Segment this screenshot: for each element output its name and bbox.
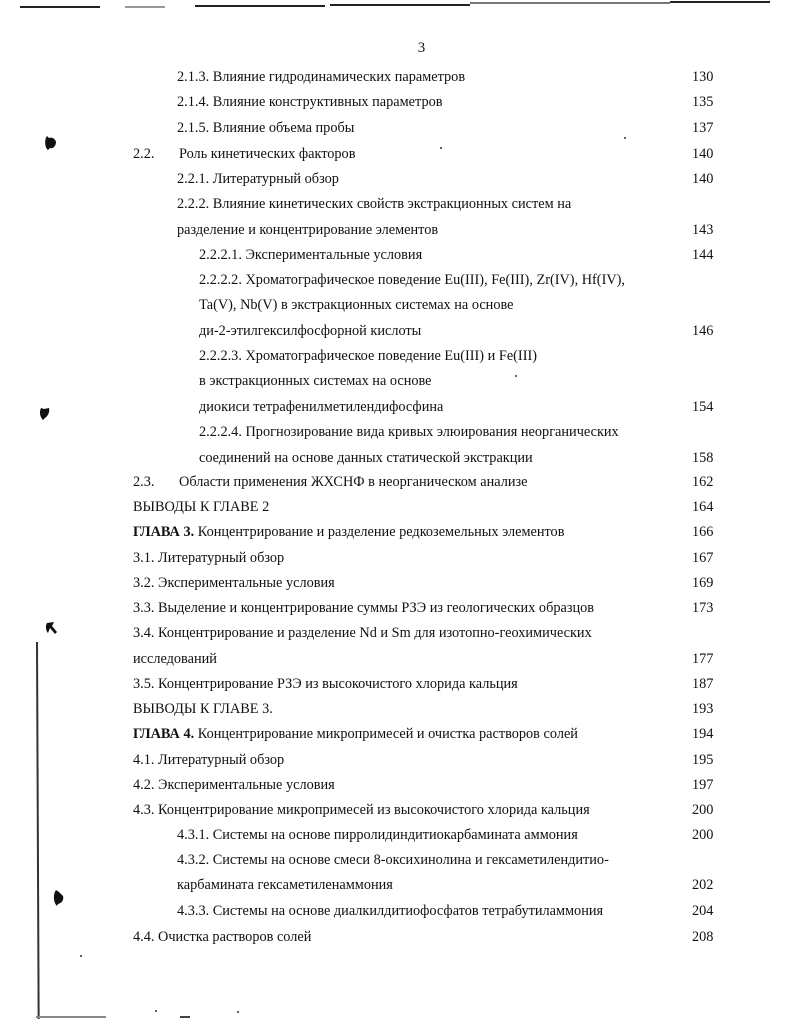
toc-entry-title: исследований [133,651,217,667]
toc-entry [199,370,432,392]
toc-entry [133,547,284,569]
margin-binding-mark [44,620,56,634]
toc-entry-title: 4.3.1. Системы на основе пирролидиндитиокарбамината аммония [177,827,578,843]
toc-entry [199,269,625,291]
toc-entry [133,622,592,644]
scan-speck [155,1010,157,1012]
toc-entry-title: Концентрирование и разделение редкоземельных элементов [194,524,565,540]
toc-entry-page: 200 [692,802,714,818]
toc-entry-page: 167 [692,550,714,566]
toc-entry [177,66,465,88]
toc-entry [133,698,273,720]
toc-entry-page: 146 [692,323,714,339]
toc-entry [177,849,609,871]
toc-entry-page: 140 [692,146,714,162]
toc-entry-page: 154 [692,399,714,415]
toc-entry [177,874,393,896]
toc-entry [133,471,528,493]
toc-entry-page: 143 [692,222,714,238]
toc-entry [133,723,578,745]
toc-entry [199,244,422,266]
toc-entry-page: 137 [692,120,714,136]
toc-entry-number: 2.2. [133,146,155,162]
toc-entry [133,673,518,695]
toc-entry-title: 2.2.2.2. Хроматографическое поведение Eu(III), Fe(III), Zr(IV), Hf(IV), [199,272,625,288]
toc-entry-page: 169 [692,575,714,591]
toc-entry-title: 3.3. Выделение и концентрирование суммы РЗЭ из геологических образцов [133,600,595,616]
toc-entry-title: 2.2.2. Влияние кинетических свойств экстракционных систем на [177,196,572,212]
toc-entry [199,447,533,469]
margin-binding-mark [44,134,56,148]
toc-entry-title: 4.3.2. Системы на основе смеси 8-оксихинолина и гексаметилендитио- [177,852,609,868]
scan-speck [440,147,442,149]
toc-entry [133,572,335,594]
margin-binding-mark [38,404,50,418]
toc-entry-page: 173 [692,600,714,616]
toc-entry-title: 2.2.2.3. Хроматографическое поведение Eu(III) и Fe(III) [199,348,537,364]
scan-speck [237,1011,239,1013]
scan-artifact-bottom-rule [36,1016,106,1018]
toc-entry [133,521,564,543]
scan-speck [80,955,82,957]
toc-entry-page: 135 [692,94,714,110]
toc-entry [177,168,339,190]
toc-entry-title: соединений на основе данных статической экстракции [199,450,533,466]
toc-entry [177,91,443,113]
toc-entry-title: ВЫВОДЫ К ГЛАВЕ 2 [133,499,270,515]
toc-entry-page: 166 [692,524,714,540]
toc-entry-title: 2.1.4. Влияние конструктивных параметров [177,94,443,110]
toc-entry-title: 2.2.2.4. Прогнозирование вида кривых элюирования неорганических [199,424,619,440]
toc-entry-page: 144 [692,247,714,263]
toc-entry [177,219,438,241]
toc-entry-title: Ta(V), Nb(V) в экстракционных системах на основе [199,297,514,313]
toc-entry-title: ди-2-этилгексилфосфорной кислоты [199,323,422,339]
scan-artifact-bottom-rule [180,1016,190,1018]
toc-entry-page: 200 [692,827,714,843]
toc-entry-title: 2.1.5. Влияние объема пробы [177,120,355,136]
toc-entry [133,496,269,518]
toc-entry-title: 2.1.3. Влияние гидродинамических параметров [177,69,466,85]
toc-entry [199,294,514,316]
toc-entry [199,345,537,367]
toc-entry-page: 193 [692,701,714,717]
toc-entry-title: 4.1. Литературный обзор [133,752,285,768]
toc-entry-page: 162 [692,474,714,490]
toc-entry [177,900,603,922]
toc-entry-title: 3.1. Литературный обзор [133,550,285,566]
toc-entry-title: 2.2.1. Литературный обзор [177,171,339,187]
toc-entry-page: 158 [692,450,714,466]
toc-entry-page: 140 [692,171,714,187]
scan-speck [515,375,517,377]
toc-entry [199,421,619,443]
toc-entry-title: 4.3.3. Системы на основе диалкилдитиофосфатов тетрабутиламмония [177,903,604,919]
toc-entry-page: 208 [692,929,714,945]
toc-entry [177,117,354,139]
toc-entry [199,396,443,418]
toc-entry [133,799,590,821]
page-number: 3 [417,40,426,56]
toc-entry [133,143,355,165]
toc-entry-title: в экстракционных системах на основе [199,373,432,389]
toc-entry-title: 3.4. Концентрирование и разделение Nd и Sm для изотопно-геохимических [133,625,592,641]
toc-entry [133,648,217,670]
toc-entry [199,320,421,342]
toc-entry-page: 177 [692,651,714,667]
chapter-label: ГЛАВА 3. [133,524,195,540]
toc-entry-title: 2.2.2.1. Экспериментальные условия [199,247,423,263]
toc-entry-page: 204 [692,903,714,919]
scan-artifact-top-rule [20,0,770,6]
toc-entry [177,824,578,846]
scan-artifact-left-rule [36,642,39,1019]
toc-entry-title: диокиси тетрафенилметилендифосфина [199,399,444,415]
toc-entry-page: 164 [692,499,714,515]
toc-entry-page: 202 [692,877,714,893]
toc-entry-page: 197 [692,777,714,793]
toc-entry-number: 2.3. [133,474,155,490]
toc-entry [133,926,311,948]
toc-entry-title: Концентрирование микропримесей и очистка растворов солей [194,726,578,742]
scan-speck [624,137,626,139]
toc-entry-title: 4.4. Очистка растворов солей [133,929,312,945]
toc-entry-page: 187 [692,676,714,692]
toc-entry-title: карбамината гексаметиленаммония [177,877,393,893]
margin-binding-mark [52,888,64,902]
toc-entry-title: Области применения ЖХСНФ в неорганическом анализе [179,474,528,490]
toc-entry [133,774,335,796]
chapter-label: ГЛАВА 4. [133,726,195,742]
toc-entry-page: 194 [692,726,714,742]
toc-entry [177,193,571,215]
toc-entry [133,749,284,771]
toc-entry-page: 195 [692,752,714,768]
toc-entry-title: 3.5. Концентрирование РЗЭ из высокочистого хлорида кальция [133,676,518,692]
toc-entry-page: 130 [692,69,714,85]
toc-entry-title: 4.2. Экспериментальные условия [133,777,335,793]
toc-entry-title: ВЫВОДЫ К ГЛАВЕ 3. [133,701,273,717]
toc-entry-title: 4.3. Концентрирование микропримесей из высокочистого хлорида кальция [133,802,590,818]
toc-entry-title: разделение и концентрирование элементов [177,222,439,238]
toc-entry-title: 3.2. Экспериментальные условия [133,575,335,591]
toc-entry [133,597,594,619]
toc-entry-title: Роль кинетических факторов [179,146,356,162]
